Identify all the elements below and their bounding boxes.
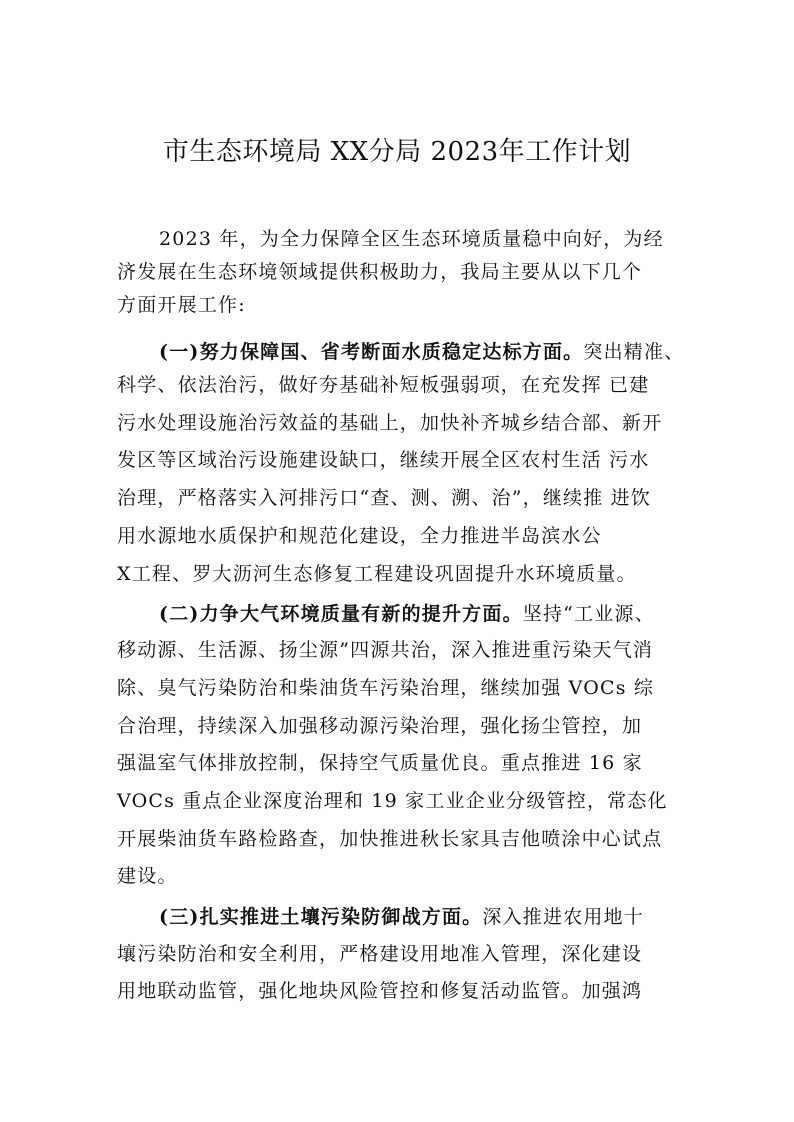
section1-first-line: [159, 338, 759, 366]
section1-first-rest: 突出精准、: [583, 341, 685, 363]
section1-line-7: X工程、罗大沥河生态修复工程建设巩固提升水环境质量。: [117, 563, 637, 585]
section1-line-2: 科学、依法治污，做好夯基础补短板强弱项，在充发挥 已建: [117, 374, 650, 396]
section2-line-8: 建设。: [117, 865, 178, 887]
section1-line-4: 发区等区域治污设施建设缺口，继续开展全区农村生活 污水: [117, 449, 650, 471]
section2-first-line: [159, 600, 759, 628]
section3-first-rest: 深入推进农用地十: [482, 906, 644, 928]
section3-line-2: 壤污染防治和安全利用，严格建设用地准入管理，深化建设: [117, 943, 643, 965]
section2-line-2: 移动源、生活源、扬尘源”四源共治，深入推进重污染天气消: [117, 639, 654, 661]
section3-heading: (三)扎实推进土壤污染防御战方面。: [159, 906, 483, 928]
section2-line-4: 合治理，持续深入加强移动源污染治理，强化扬尘管控，加: [117, 715, 643, 737]
section2-heading: (二)力争大气环境质量有新的提升方面。: [159, 603, 523, 625]
intro-line-3: 方面开展工作:: [117, 294, 246, 316]
section2-first-rest: 坚持“工业源、: [522, 603, 655, 625]
section1-line-6: 用水源地水质保护和规范化建设，全力推进半岛滨水公: [117, 525, 602, 547]
document-title: 市生态环境局 XX分局 2023年工作计划: [162, 137, 632, 167]
section2-line-7: 开展柴油货车路检路查，加快推进秋长家具吉他喷涂中心试点: [117, 828, 663, 850]
section2-line-5: 强温室气体排放控制，保持空气质量优良。重点推进 16 家: [117, 752, 643, 774]
section3-line-3: 用地联动监管，强化地块风险管控和修复活动监管。加强鸿: [117, 980, 643, 1002]
section1-line-5: 治理，严格落实入河排污口“查、测、溯、治”，继续推 进饮: [117, 487, 652, 509]
intro-line-2: 济发展在生态环境领域提供积极助力，我局主要从以下几个: [117, 261, 643, 283]
section1-line-3: 污水处理设施治污效益的基础上，加快补齐城乡结合部、新开: [117, 412, 663, 434]
section1-heading: (一)努力保障国、省考断面水质稳定达标方面。: [159, 341, 584, 363]
section2-line-6: VOCs 重点企业深度治理和 19 家工业企业分级管控，常态化: [117, 790, 668, 812]
section3-first-line: [159, 903, 759, 931]
section2-line-3: 除、臭气污染防治和柴油货车污染治理，继续加强 VOCs 综: [117, 677, 655, 699]
intro-line-1: 2023 年，为全力保障全区生态环境质量稳中向好，为经: [159, 228, 664, 250]
